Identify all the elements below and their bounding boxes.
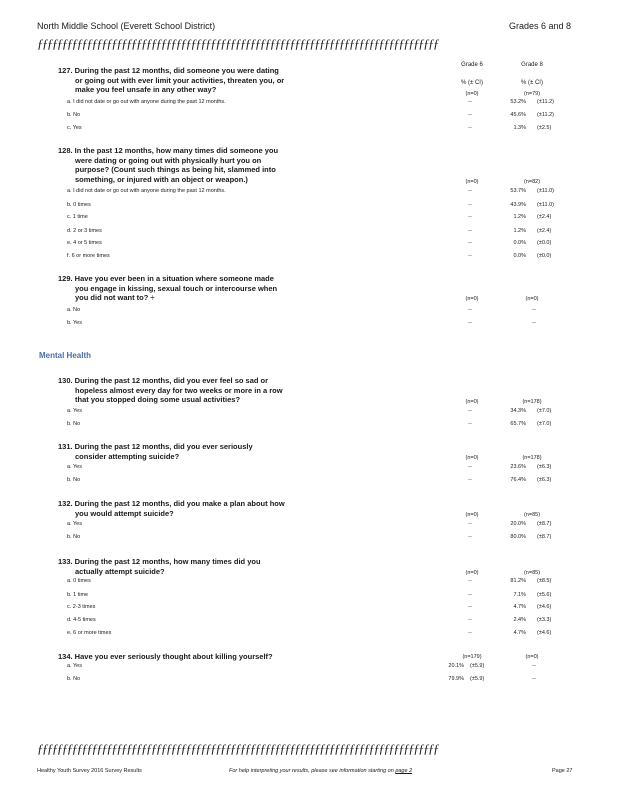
grade6-confidence-interval: (±5.9) <box>470 663 485 669</box>
grade8-percent: 23.6% <box>510 464 526 470</box>
grade6-pct-ci-header: % (± CI) <box>461 80 483 86</box>
page-number: Page 27 <box>552 768 573 774</box>
grade8-confidence-interval: (±4.6) <box>537 630 552 636</box>
grade6-percent: -- <box>468 630 472 636</box>
grade8-percent: 7.1% <box>513 592 526 598</box>
response-option-label: a. Yes <box>67 408 82 414</box>
grade6-percent: -- <box>468 421 472 427</box>
grade6-sample-size: (n=0) <box>465 179 479 185</box>
grade8-confidence-interval: (±11.0) <box>537 188 554 194</box>
school-name: North Middle School (Everett School District) <box>37 21 216 31</box>
response-option-label: d. 2 or 3 times <box>67 228 102 234</box>
response-option-label: c. 2-3 times <box>67 604 96 610</box>
response-option-label: b. No <box>67 534 81 540</box>
grade8-sample-size: (n=82) <box>523 179 541 185</box>
grade8-column-header: Grade 8 <box>521 62 543 68</box>
grade6-percent: -- <box>468 592 472 598</box>
question-128-text <box>58 146 278 184</box>
question-line: purpose? (Count such things as being hit, slammed into <box>75 165 276 174</box>
grade6-percent: 20.1% <box>448 663 464 669</box>
grade6-percent: -- <box>468 253 472 259</box>
footer-rule: ƒƒƒƒƒƒƒƒƒƒƒƒƒƒƒƒƒƒƒƒƒƒƒƒƒƒƒƒƒƒƒƒƒƒƒƒƒƒƒƒƒƒƒƒƒƒƒƒƒƒƒƒƒƒƒƒƒƒƒƒƒƒƒƒƒƒƒƒƒƒƒƒƒƒƒƒƒƒƒƒƒ <box>37 741 438 756</box>
grade6-percent: -- <box>468 99 472 105</box>
grade8-percent: -- <box>532 663 536 669</box>
question-line: 133. During the past 12 months, how many times did you <box>58 557 261 566</box>
question-line: 131. During the past 12 months, did you ever seriously <box>58 442 253 451</box>
grade8-sample-size: (n=178) <box>522 455 542 461</box>
grade8-percent: 2.4% <box>513 617 526 623</box>
grade6-percent: -- <box>468 202 472 208</box>
question-line: make you feel unsafe in any other way? <box>75 85 217 94</box>
question-line: 128. In the past 12 months, how many times did someone you <box>58 146 279 155</box>
grade8-percent: 0.0% <box>513 240 526 246</box>
grade8-percent: 76.4% <box>510 477 526 483</box>
grade8-pct-ci-header: % (± CI) <box>521 80 543 86</box>
grade6-percent: -- <box>468 228 472 234</box>
grade8-percent: 1.2% <box>513 228 526 234</box>
response-option-label: c. Yes <box>67 125 82 131</box>
response-option-label: b. No <box>67 477 81 483</box>
grade6-percent: -- <box>468 240 472 246</box>
grade6-sample-size: (n=0) <box>465 570 479 576</box>
response-option-label: c. 1 time <box>67 214 88 220</box>
grade8-sample-size: (n=85) <box>523 570 541 576</box>
grade8-percent: 81.2% <box>510 578 526 584</box>
grade6-percent: -- <box>468 477 472 483</box>
question-127-text <box>58 66 284 95</box>
section-title-mental-health: Mental Health <box>39 351 92 360</box>
grade8-percent: 4.7% <box>513 604 526 610</box>
question-131-text <box>58 442 253 461</box>
question-line: were dating or going out with physically hurt you on <box>75 155 262 165</box>
question-134-text <box>58 652 273 662</box>
grade6-percent: -- <box>468 578 472 584</box>
grade6-percent: -- <box>468 307 472 313</box>
footer-survey-title: Healthy Youth Survey 2016 Survey Results <box>37 768 142 774</box>
grade8-percent: 53.7% <box>510 188 526 194</box>
response-option-label: a. I did not date or go out with anyone during the past 12 months. <box>67 188 226 194</box>
grade8-confidence-interval: (±2.4) <box>537 214 552 220</box>
grade8-confidence-interval: (±8.7) <box>537 521 552 527</box>
response-option-label: a. Yes <box>67 464 82 470</box>
grade8-percent: 45.6% <box>510 112 526 118</box>
question-line: consider attempting suicide? <box>75 451 180 461</box>
grade8-percent: 43.9% <box>510 202 526 208</box>
question-line: 132. During the past 12 months, did you make a plan about how <box>58 499 285 508</box>
question-line: actually attempt suicide? <box>75 566 165 576</box>
grade8-confidence-interval: (±8.7) <box>537 534 552 540</box>
grade6-percent: 79.9% <box>448 676 464 682</box>
question-line: 130. During the past 12 months, did you ever feel so sad or <box>58 376 269 385</box>
grade8-percent: 0.0% <box>513 253 526 259</box>
grade8-sample-size: (n=0) <box>525 654 539 660</box>
grade6-sample-size: (n=0) <box>465 399 479 405</box>
response-option-label: d. 4-5 times <box>67 617 96 623</box>
response-option-label: a. Yes <box>67 663 82 669</box>
response-option-label: b. No <box>67 421 81 427</box>
grade6-sample-size: (n=0) <box>465 296 479 302</box>
grade8-confidence-interval: (±7.0) <box>537 408 552 414</box>
grade6-percent: -- <box>468 214 472 220</box>
page-2-link[interactable]: page 2 <box>395 768 413 774</box>
question-line: 134. Have you ever seriously thought about killing yourself? <box>58 652 273 661</box>
response-option-label: b. 0 times <box>67 202 91 208</box>
grade8-confidence-interval: (±6.3) <box>537 477 552 483</box>
grade6-percent: -- <box>468 534 472 540</box>
response-option-label: a. No <box>67 307 81 313</box>
question-line: you would attempt suicide? <box>75 508 174 518</box>
response-option-label: b. No <box>67 676 81 682</box>
grade8-percent: -- <box>532 676 536 682</box>
grade8-confidence-interval: (±4.6) <box>537 604 552 610</box>
question-line: 127. During the past 12 months, did someone you were dating <box>58 66 279 75</box>
header-rule: ƒƒƒƒƒƒƒƒƒƒƒƒƒƒƒƒƒƒƒƒƒƒƒƒƒƒƒƒƒƒƒƒƒƒƒƒƒƒƒƒƒƒƒƒƒƒƒƒƒƒƒƒƒƒƒƒƒƒƒƒƒƒƒƒƒƒƒƒƒƒƒƒƒƒƒƒƒƒƒƒƒ <box>37 36 438 51</box>
response-option-label: b. No <box>67 112 81 118</box>
grade6-percent: -- <box>468 125 472 131</box>
response-option-label: a. 0 times <box>67 578 91 584</box>
response-option-label: e. 4 or 5 times <box>67 240 102 246</box>
question-129-text <box>58 274 277 303</box>
question-130-text <box>58 376 283 405</box>
grade6-sample-size: (n=0) <box>465 455 479 461</box>
grade8-confidence-interval: (±0.0) <box>537 253 552 259</box>
question-line: or going out with ever limit your activities, threaten you, or <box>75 75 285 85</box>
grade6-percent: -- <box>468 521 472 527</box>
grade6-sample-size: (n=0) <box>465 91 479 97</box>
footer-help-text <box>229 768 412 774</box>
grade8-confidence-interval: (±5.6) <box>537 592 552 598</box>
question-line: something, or injured with an object or weapon.) <box>75 174 248 184</box>
grade8-percent: 53.2% <box>510 99 526 105</box>
grade8-confidence-interval: (±0.0) <box>537 240 552 246</box>
grade6-percent: -- <box>468 617 472 623</box>
question-132-text <box>58 499 285 518</box>
grade6-percent: -- <box>468 188 472 194</box>
grade8-confidence-interval: (±6.3) <box>537 464 552 470</box>
grade6-percent: -- <box>468 320 472 326</box>
question-line: 129. Have you ever been in a situation where someone made <box>58 274 274 283</box>
grade8-percent: -- <box>532 320 536 326</box>
grade8-confidence-interval: (±11.2) <box>537 99 554 105</box>
question-line: that you stopped doing some usual activities? <box>75 395 241 404</box>
grade8-sample-size: (n=0) <box>525 296 539 302</box>
grade8-confidence-interval: (±7.0) <box>537 421 552 427</box>
question-line: you did not want to? ÷ <box>75 293 155 302</box>
question-line: hopeless almost every day for two weeks or more in a row <box>75 385 283 395</box>
grade6-sample-size: (n=179) <box>462 654 482 660</box>
grade8-percent: 4.7% <box>513 630 526 636</box>
grade6-percent: -- <box>468 408 472 414</box>
grade6-percent: -- <box>468 464 472 470</box>
grade8-confidence-interval: (±2.4) <box>537 228 552 234</box>
response-option-label: a. Yes <box>67 521 82 527</box>
grade6-sample-size: (n=0) <box>465 512 479 518</box>
response-option-label: a. I did not date or go out with anyone during the past 12 months. <box>67 99 226 105</box>
grade8-percent: 80.0% <box>510 534 526 540</box>
grades-label: Grades 6 and 8 <box>509 21 572 31</box>
grade8-percent: 1.3% <box>513 125 526 131</box>
response-option-label: e. 6 or more times <box>67 630 112 636</box>
response-option-label: b. 1 time <box>67 592 89 598</box>
grade8-confidence-interval: (±3.3) <box>537 617 552 623</box>
grade6-confidence-interval: (±5.9) <box>470 676 485 682</box>
response-option-label: b. Yes <box>67 320 82 326</box>
grade8-sample-size: (n=178) <box>522 399 542 405</box>
grade8-percent: 1.2% <box>513 214 526 220</box>
grade8-percent: -- <box>532 307 536 313</box>
response-option-label: f. 6 or more times <box>67 253 110 259</box>
grade8-confidence-interval: (±8.5) <box>537 578 552 584</box>
question-133-text <box>58 557 261 576</box>
grade6-percent: -- <box>468 604 472 610</box>
grade6-percent: -- <box>468 112 472 118</box>
grade8-confidence-interval: (±11.0) <box>537 202 554 208</box>
grade8-sample-size: (n=79) <box>523 91 541 97</box>
grade8-percent: 65.7% <box>510 421 526 427</box>
footer-help-prefix: For help interpreting your results, please see information starting on <box>229 768 394 774</box>
grade6-column-header: Grade 6 <box>461 62 483 68</box>
grade8-percent: 34.3% <box>510 408 526 414</box>
grade8-percent: 20.0% <box>510 521 526 527</box>
grade8-confidence-interval: (±2.5) <box>537 125 552 131</box>
grade8-sample-size: (n=85) <box>523 512 541 518</box>
question-line: you engage in kissing, sexual touch or intercourse when <box>75 283 278 293</box>
grade8-confidence-interval: (±11.2) <box>537 112 554 118</box>
